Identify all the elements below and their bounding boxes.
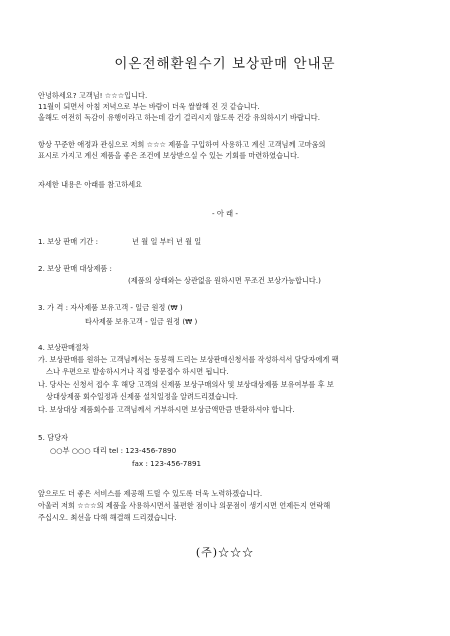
company-signature: (주)☆☆☆ bbox=[195, 546, 255, 559]
section-3-line-1: 3. 가 격 : 자사제품 보유고객 - 일금 원정 (₩ ) bbox=[38, 303, 183, 312]
intro-line-1: 항상 꾸준한 애정과 관심으로 저희 ☆☆☆ 제품을 구입하여 사용하고 계신 고객님께 고마움의 bbox=[38, 140, 326, 149]
section-2-label: 2. 보상 판매 대상제품 : bbox=[38, 264, 112, 273]
closing-line-3: 주십시오. 최선을 다해 해결해 드리겠습니다. bbox=[38, 513, 177, 522]
below-heading: - 아 래 - bbox=[212, 209, 238, 218]
section-5-heading: 5. 담당자 bbox=[38, 433, 68, 442]
greeting-line-2: 11월이 되면서 아침 저녁으로 부는 바람이 더욱 쌀쌀해 진 것 같습니다. bbox=[38, 102, 260, 111]
section-4-item-ga-1: 가. 보상판매를 원하는 고객님께서는 동봉해 드리는 보상판매신청서를 작성하셔서 담당자에게 팩 bbox=[38, 355, 339, 364]
section-4-item-ga-2: 스나 우편으로 발송하시거나 직접 방문접수 하시면 됩니다. bbox=[46, 367, 229, 376]
section-5-contact-line-2: fax : 123-456-7891 bbox=[132, 459, 202, 468]
greeting-line-3: 올해도 여전히 독감이 유행이라고 하는데 감기 걸리시지 않도록 건강 유의하시기 바랍니다. bbox=[38, 113, 321, 122]
closing-line-1: 앞으로도 더 좋은 서비스를 제공해 드릴 수 있도록 더욱 노력하겠습니다. bbox=[38, 489, 263, 498]
section-2-note: (제품의 상태와는 상관없음 원하시면 무조건 보상가능합니다.) bbox=[128, 276, 321, 285]
closing-line-2: 아울러 저희 ☆☆☆의 제품을 사용하시면서 불편한 점이나 의문점이 생기시면 언제든지 연락해 bbox=[38, 501, 331, 510]
intro-line-2: 표시로 가지고 계신 제품을 좋은 조건에 보상받으실 수 있는 기회를 마련하였습니다. bbox=[38, 151, 300, 160]
section-4-item-da: 다. 보상대상 제품회수를 고객님께서 거부하시면 보상금액만큼 반환하셔야 합니다. bbox=[38, 405, 295, 414]
section-5-contact-line-1: ○○부 ○○○ 대리 tel : 123-456-7890 bbox=[50, 446, 177, 455]
section-4-item-na-2: 상대상제품 회수일정과 신제품 설치일정을 알려드리겠습니다. bbox=[46, 392, 238, 401]
document-title: 이온전해환원수기 보상판매 안내문 bbox=[114, 56, 336, 72]
section-1-label: 1. 보상 판매 기간 : bbox=[38, 237, 99, 246]
section-4-heading: 4. 보상판매절차 bbox=[38, 343, 89, 352]
section-4-item-na-1: 나. 당사는 신청서 접수 후 해당 고객의 신제품 보상구매의사 및 보상대상제품 보유여부를 후 보 bbox=[38, 380, 334, 389]
section-1-dates: 년 월 일 부터 년 월 일 bbox=[132, 237, 202, 246]
greeting-line-1: 안녕하세요? 고객님! ☆☆☆입니다. bbox=[38, 91, 148, 100]
see-below-text: 자세한 내용은 아래를 참고하세요 bbox=[38, 180, 143, 189]
section-3-line-2: 타사제품 보유고객 - 일금 원정 (₩ ) bbox=[85, 317, 198, 326]
